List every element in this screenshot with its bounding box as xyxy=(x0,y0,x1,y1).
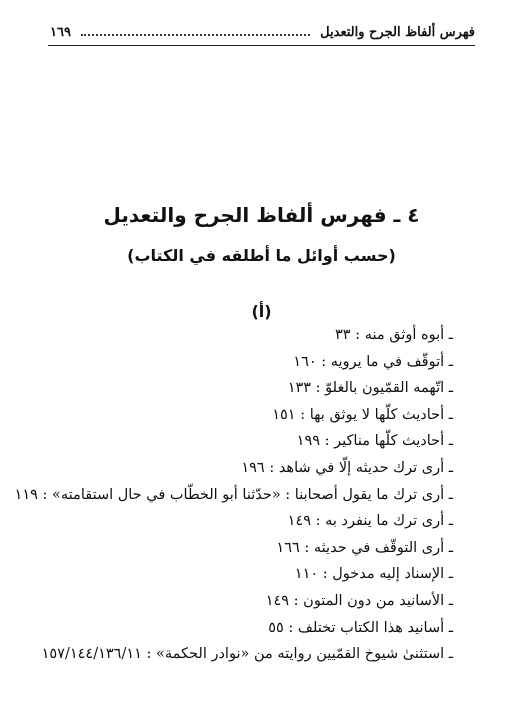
index-entry: ـ أرى ترك ما ينفرد به : ١٤٩ xyxy=(287,513,453,530)
index-entry: ـ الأسانيد من دون المتون : ١٤٩ xyxy=(265,592,453,609)
index-entry: ـ أرى ترك ما يقول أصحابنا : «حدّثنا أبو الخطّاب في حال استقامته» : ١١٩ xyxy=(14,486,453,503)
index-entry: ـ أحاديث كلّها لا يوثق بها : ١٥١ xyxy=(272,406,453,423)
index-entry: ـ أتوقّف في ما يرويه : ١٦٠ xyxy=(293,353,453,370)
index-entry: ـ أسانيد هذا الكتاب تختلف : ٥٥ xyxy=(268,619,453,636)
running-header xyxy=(50,22,475,42)
leader-dots xyxy=(81,34,310,36)
section-title: ٤ ـ فهرس ألفاظ الجرح والتعديل xyxy=(103,203,420,227)
page-number: ١٦٩ xyxy=(50,24,71,40)
header-rule xyxy=(48,45,475,46)
index-entry: ـ الإسناد إليه مدخول : ١١٠ xyxy=(294,566,453,583)
index-entry: ـ أحاديث كلّها مناكير : ١٩٩ xyxy=(296,433,453,450)
index-entry: ـ اتّهمه القمّيون بالغلوّ : ١٣٣ xyxy=(287,380,453,397)
section-subtitle: (حسب أوائل ما أطلقه في الكتاب) xyxy=(127,246,396,265)
running-header-title: فهرس ألفاظ الجرح والتعديل xyxy=(320,24,475,40)
index-entry: ـ استثنىٰ شيوخ القمّيين روايته من «نوادر الحكمة» : ١٥٧/١٤٤/١٣٦/١١ xyxy=(41,646,453,663)
index-entry: ـ أبوه أوثق منه : ٣٣ xyxy=(335,327,453,343)
index-entry: ـ أرى التوقّف في حديثه : ١٦٦ xyxy=(276,539,453,556)
letter-heading: (أ) xyxy=(251,302,272,321)
index-entry: ـ أرى ترك حديثه إلّا في شاهد : ١٩٦ xyxy=(241,459,453,476)
index-entries xyxy=(14,322,453,668)
